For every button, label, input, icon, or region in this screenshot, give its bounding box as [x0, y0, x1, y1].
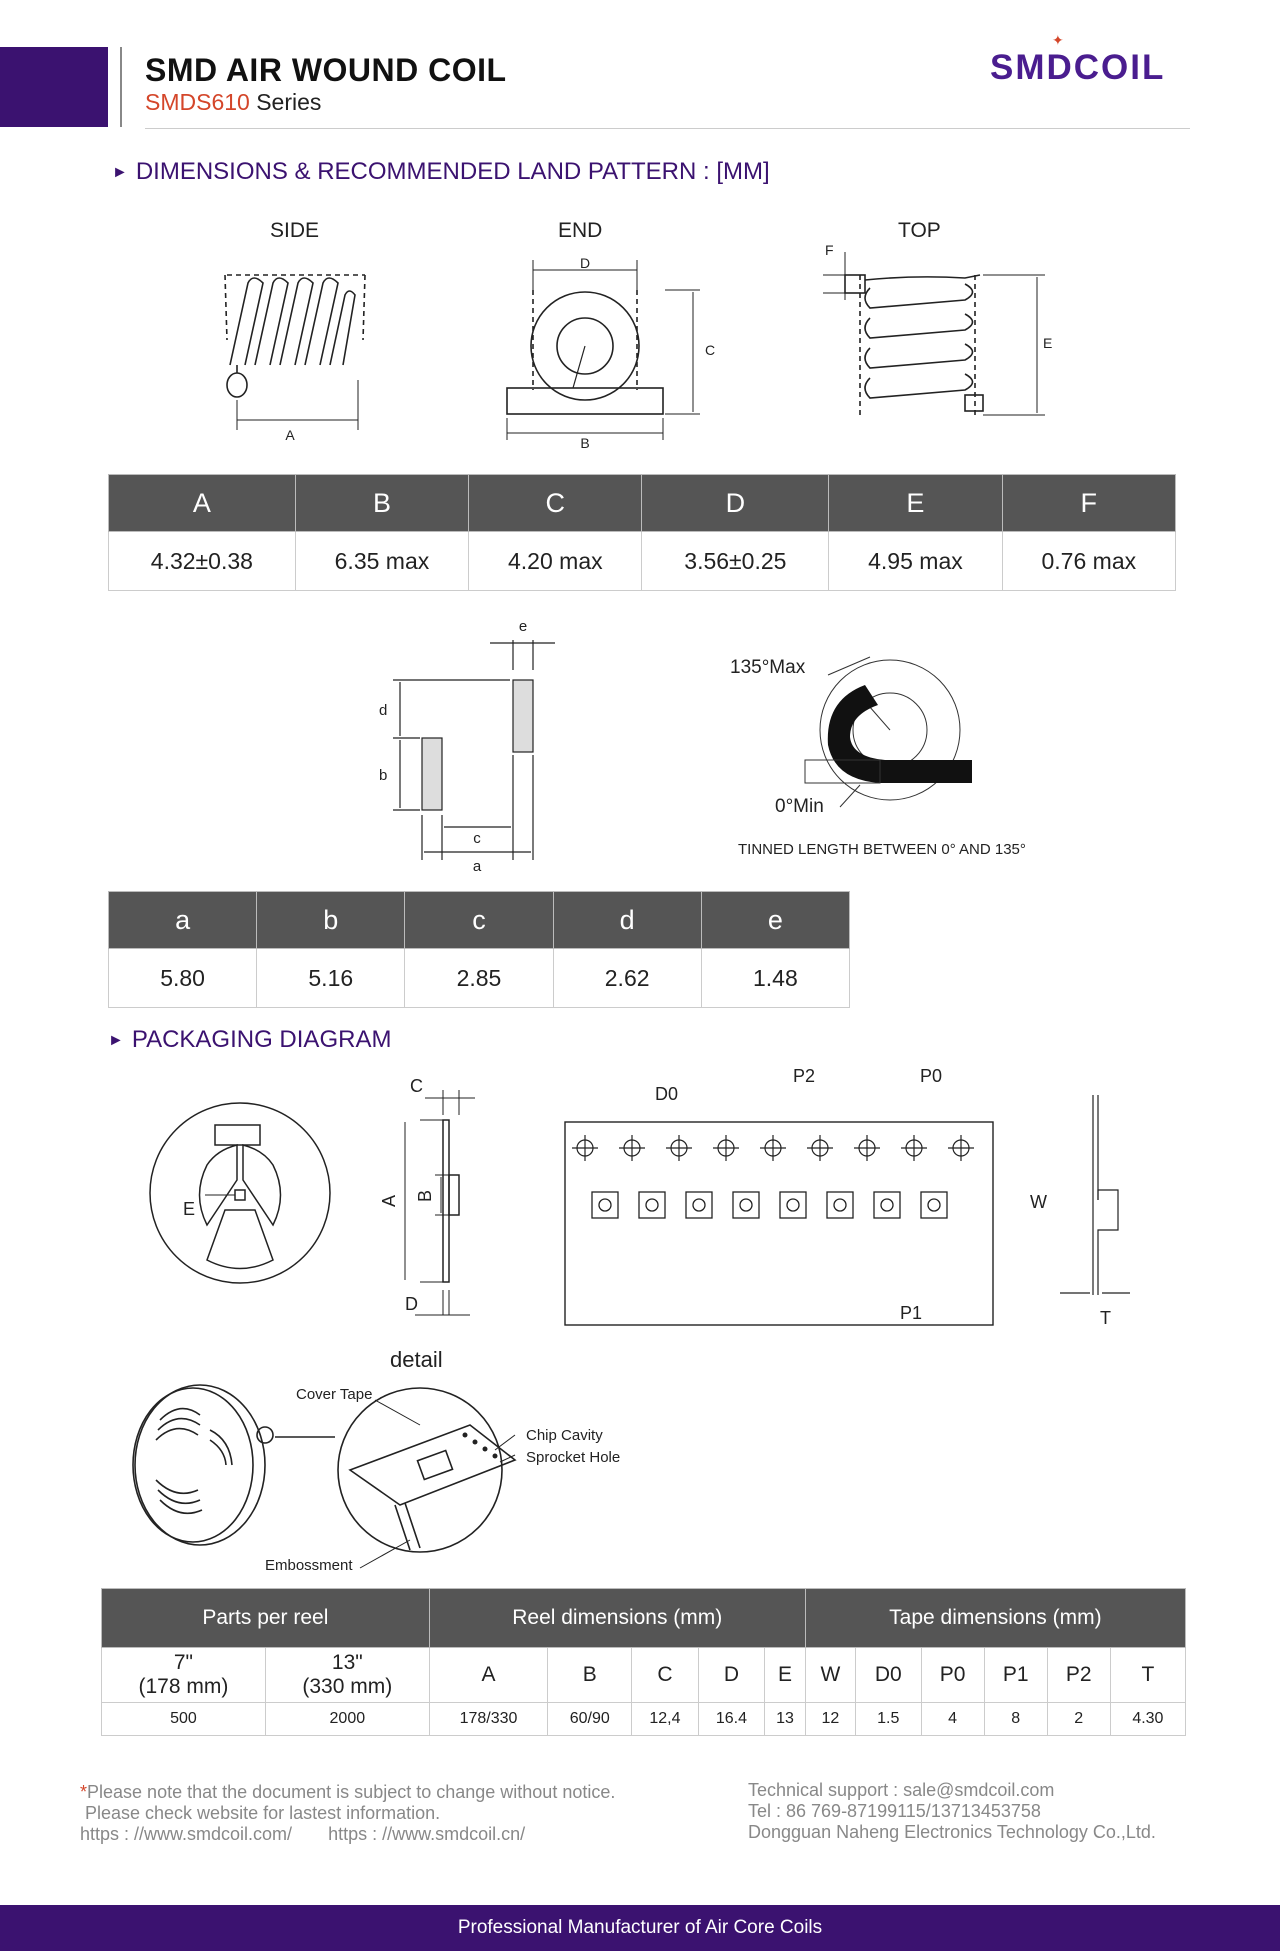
packaging-value-row: [102, 1703, 1186, 1736]
table-header-cell: A: [109, 475, 296, 532]
website-link-com[interactable]: https : //www.smdcoil.com/: [80, 1824, 293, 1844]
footer-notes-left: [80, 1782, 615, 1845]
table-sub-header-cell: T: [1110, 1648, 1185, 1703]
view-label-side: SIDE: [270, 219, 320, 242]
cavity-hole: [834, 1199, 846, 1211]
table-cell: 12,4: [632, 1703, 699, 1736]
series-suffix: Series: [249, 89, 322, 115]
table-cell: 500: [102, 1703, 266, 1736]
table-cell: 13: [765, 1703, 806, 1736]
side-view-drawing: [215, 255, 380, 445]
table-sub-header-cell: C: [632, 1648, 699, 1703]
table-sub-header-cell: E: [765, 1648, 806, 1703]
series-subtitle: [145, 89, 321, 116]
triangle-bullet-icon: ►: [112, 164, 128, 181]
table-sub-header-cell: A: [429, 1648, 548, 1703]
table-cell: 8: [984, 1703, 1047, 1736]
land-label-a: a: [472, 858, 482, 875]
land-table-row: [109, 949, 850, 1008]
table-group-header: Tape dimensions (mm): [805, 1589, 1185, 1648]
reel-label-E: E: [183, 1199, 196, 1219]
section-packaging-label: PACKAGING DIAGRAM: [131, 1026, 392, 1053]
dimensions-table-header-row: [109, 475, 1176, 532]
table-cell: 3.56±0.25: [642, 532, 829, 591]
tape-label-P1: P1: [900, 1303, 923, 1323]
table-cell: 6.35 max: [295, 532, 468, 591]
land-label-c: c: [473, 830, 481, 847]
chip-cavity: [639, 1192, 665, 1218]
chip-cavity: [921, 1192, 947, 1218]
embossment-label: Embossment: [265, 1557, 353, 1574]
angle-min-label: 0°Min: [775, 796, 824, 817]
chip-cavity: [874, 1192, 900, 1218]
table-cell: 2.62: [553, 949, 701, 1008]
reel-label-B: B: [415, 1189, 435, 1202]
change-notice: [80, 1782, 615, 1803]
tinned-length-note: TINNED LENGTH BETWEEN 0° AND 135°: [738, 841, 1026, 858]
view-label-end: END: [558, 219, 603, 242]
note-asterisk: *: [80, 1782, 88, 1802]
reel-label-C: C: [410, 1076, 423, 1096]
land-label-b: b: [379, 767, 388, 784]
tape-label-P0: P0: [920, 1066, 943, 1086]
header-accent-bar: [0, 47, 108, 127]
table-sub-header-cell: P1: [984, 1648, 1047, 1703]
table-sub-header-cell: 13" (330 mm): [265, 1648, 429, 1703]
table-header-cell: a: [109, 892, 257, 949]
table-cell: 4: [921, 1703, 984, 1736]
table-cell: 1.48: [701, 949, 849, 1008]
land-pattern-drawing: [365, 615, 565, 875]
tape-drawing: [555, 1060, 995, 1340]
telephone: Tel : 86 769-87199115/13713453758: [748, 1801, 1041, 1821]
land-label-d: d: [379, 702, 388, 719]
top-view-drawing: [815, 240, 1065, 435]
tape-label-T: T: [1100, 1308, 1111, 1328]
table-sub-header-cell: P2: [1047, 1648, 1110, 1703]
packaging-table: [101, 1588, 1186, 1736]
table-sub-header-cell: W: [805, 1648, 855, 1703]
table-header-cell: b: [257, 892, 405, 949]
tape-side-drawing: [1050, 1090, 1160, 1305]
chip-cavity: [592, 1192, 618, 1218]
cavity-hole: [881, 1199, 893, 1211]
packaging-group-header-row: [102, 1589, 1186, 1648]
note-line-2: Please check website for lastest information.: [85, 1803, 441, 1823]
table-cell: 0.76 max: [1002, 532, 1175, 591]
land-pattern-table: [108, 891, 850, 1008]
table-cell: 2.85: [405, 949, 553, 1008]
table-header-cell: F: [1002, 475, 1175, 532]
detail-label: detail: [390, 1347, 443, 1372]
dim-label-D: D: [579, 255, 591, 271]
cavity-hole: [599, 1199, 611, 1211]
website-links: [80, 1824, 615, 1845]
dim-label-F: F: [825, 242, 834, 258]
cavity-hole: [646, 1199, 658, 1211]
table-cell: 4.95 max: [829, 532, 1002, 591]
note-line-1: Please note that the document is subject to change without notice.: [87, 1782, 616, 1802]
company-name: Dongguan Naheng Electronics Technology Co.,Ltd.: [748, 1822, 1156, 1842]
brand-logo: SMDCOIL: [990, 48, 1166, 87]
chip-cavities: [592, 1192, 947, 1218]
table-header-cell: c: [405, 892, 553, 949]
dim-label-E: E: [1043, 335, 1053, 351]
table-sub-header-cell: D0: [855, 1648, 921, 1703]
support-email[interactable]: Technical support : sale@smdcoil.com: [748, 1780, 1055, 1800]
packaging-sub-header-row: [102, 1648, 1186, 1703]
table-cell: 178/330: [429, 1703, 548, 1736]
chip-cavity: [827, 1192, 853, 1218]
sprocket-hole-label: Sprocket Hole: [526, 1449, 621, 1466]
table-header-cell: d: [553, 892, 701, 949]
table-group-header: Parts per reel: [102, 1589, 430, 1648]
reel-label-D: D: [405, 1294, 418, 1314]
section-dimensions-label: DIMENSIONS & RECOMMENDED LAND PATTERN : [MM]: [135, 158, 770, 185]
table-header-cell: D: [642, 475, 829, 532]
table-cell: 4.20 max: [469, 532, 642, 591]
reel-side-drawing: [365, 1070, 475, 1325]
series-model: SMDS610: [145, 89, 250, 115]
land-label-e: e: [518, 618, 528, 635]
table-cell: 2000: [265, 1703, 429, 1736]
table-group-header: Reel dimensions (mm): [429, 1589, 805, 1648]
table-header-cell: e: [701, 892, 849, 949]
section-dimensions: [112, 158, 770, 186]
table-cell: 5.80: [109, 949, 257, 1008]
end-view-drawing: [495, 250, 730, 450]
cavity-hole: [740, 1199, 752, 1211]
land-table-header-row: [109, 892, 850, 949]
tape-label-P2: P2: [793, 1066, 816, 1086]
dim-label-A: A: [285, 427, 295, 443]
footer-contact: [748, 1780, 1156, 1843]
table-sub-header-cell: B: [548, 1648, 632, 1703]
table-header-cell: E: [829, 475, 1002, 532]
angle-max-label: 135°Max: [730, 657, 806, 678]
tape-label-W: W: [1030, 1192, 1047, 1212]
chip-cavity: [733, 1192, 759, 1218]
table-sub-header-cell: P0: [921, 1648, 984, 1703]
section-packaging: [108, 1026, 391, 1054]
cover-tape-label: Cover Tape: [296, 1386, 373, 1403]
chip-cavity-label: Chip Cavity: [526, 1427, 603, 1444]
table-cell: 12: [805, 1703, 855, 1736]
header-divider: [120, 47, 122, 127]
dim-label-B: B: [580, 435, 590, 450]
table-cell: 16.4: [698, 1703, 765, 1736]
table-header-cell: B: [295, 475, 468, 532]
table-sub-header-cell: D: [698, 1648, 765, 1703]
reel-front-drawing: [145, 1095, 345, 1295]
tape-label-D0: D0: [655, 1084, 679, 1104]
cavity-hole: [693, 1199, 705, 1211]
header-rule: [145, 128, 1190, 129]
cavity-hole: [928, 1199, 940, 1211]
table-cell: 4.30: [1110, 1703, 1185, 1736]
reel-detail-drawing: [120, 1370, 640, 1580]
table-cell: 4.32±0.38: [109, 532, 296, 591]
table-cell: 5.16: [257, 949, 405, 1008]
website-link-cn[interactable]: https : //www.smdcoil.cn/: [328, 1824, 526, 1844]
cavity-hole: [787, 1199, 799, 1211]
footer-banner-text: Professional Manufacturer of Air Core Coils: [457, 1917, 823, 1938]
logo-star-icon: ✦: [1052, 32, 1064, 48]
table-cell: 1.5: [855, 1703, 921, 1736]
sprocket-holes: [572, 1135, 974, 1161]
chip-cavity: [780, 1192, 806, 1218]
triangle-bullet-icon: ►: [108, 1032, 124, 1049]
dim-label-C: C: [705, 342, 716, 358]
view-label-top: TOP: [898, 219, 941, 242]
dimensions-table: [108, 474, 1176, 591]
table-cell: 2: [1047, 1703, 1110, 1736]
page-title: SMD AIR WOUND COIL: [145, 52, 507, 88]
reel-label-A: A: [379, 1194, 399, 1207]
tinned-angle-drawing: [720, 645, 1050, 820]
table-header-cell: C: [469, 475, 642, 532]
dimensions-table-row: [109, 532, 1176, 591]
table-sub-header-cell: 7" (178 mm): [102, 1648, 266, 1703]
table-cell: 60/90: [548, 1703, 632, 1736]
chip-cavity: [686, 1192, 712, 1218]
